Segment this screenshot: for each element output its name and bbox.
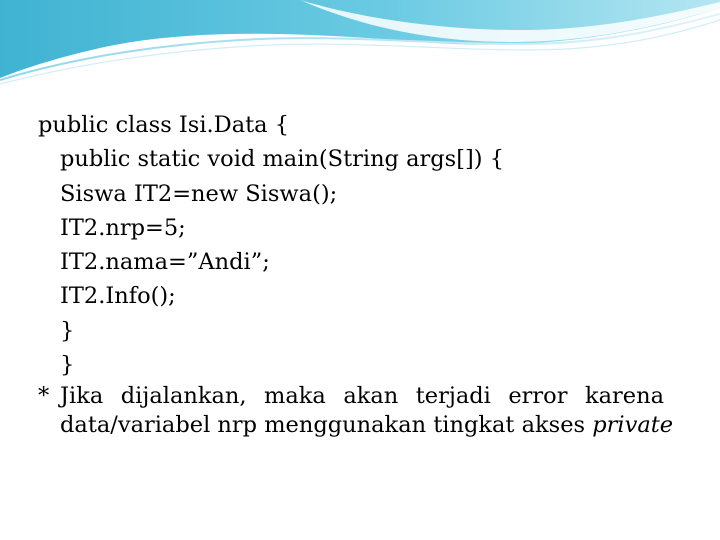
- note-line-2: [60, 411, 674, 440]
- code-line-close-class: }: [60, 352, 75, 379]
- note-line-2-text: data/variabel nrp menggunakan tingkat akses: [60, 412, 586, 439]
- error-note: [38, 382, 674, 440]
- code-line-main-method: public static void main(String args[]) {: [60, 146, 505, 173]
- code-line-new-object: Siswa IT2=new Siswa();: [60, 180, 338, 207]
- code-line-close-method: }: [60, 317, 75, 344]
- code-line-call-info: IT2.Info();: [60, 283, 176, 310]
- note-bullet: *: [38, 383, 50, 410]
- code-line-set-nrp: IT2.nrp=5;: [60, 214, 186, 241]
- code-line-set-nama: IT2.nama=”Andi”;: [60, 249, 270, 276]
- note-line-1: Jika dijalankan, maka akan terjadi error karena: [60, 383, 664, 410]
- code-line-class-declaration: public class Isi.Data {: [38, 112, 290, 138]
- header-wave-decoration: [0, 0, 720, 90]
- note-emphasis-private: private: [592, 412, 674, 439]
- code-block: [38, 108, 674, 440]
